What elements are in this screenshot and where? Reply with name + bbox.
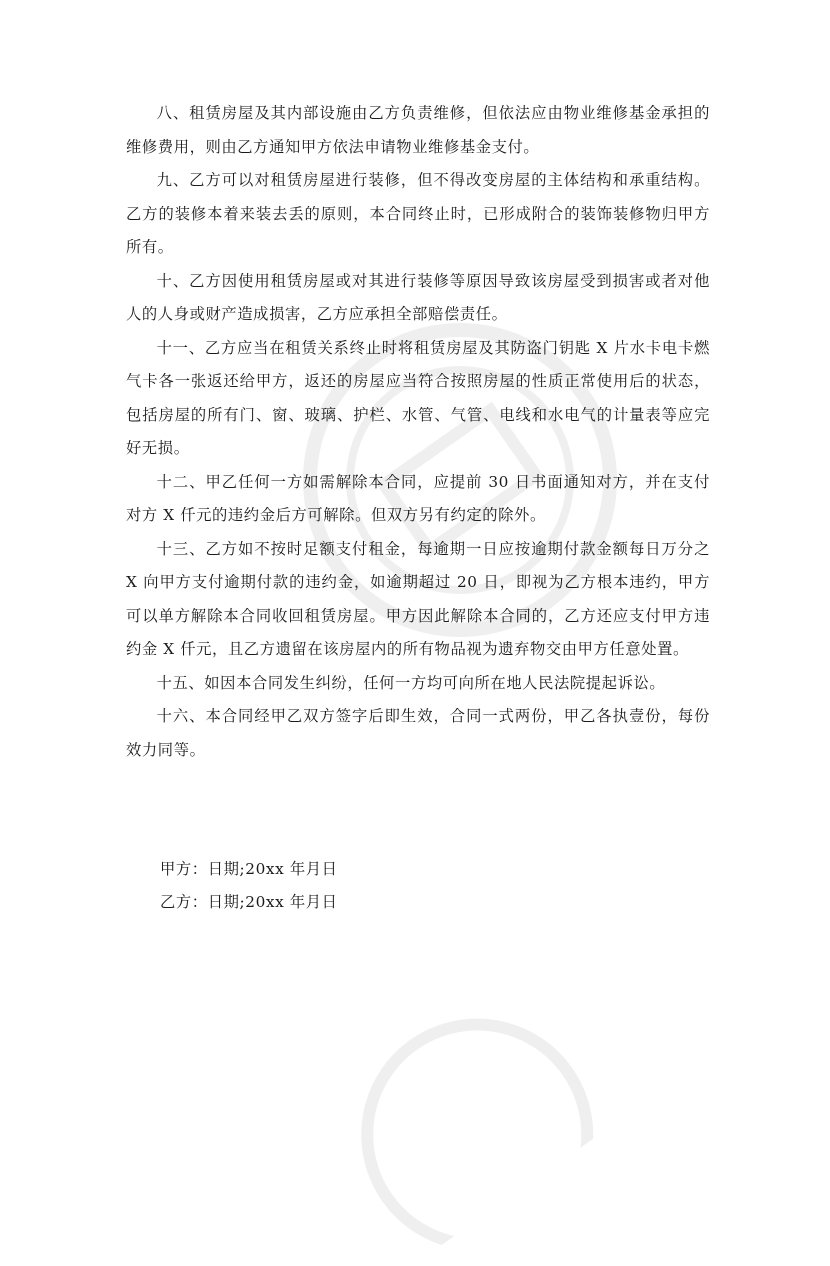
- clause-12: 十二、甲乙任何一方如需解除本合同，应提前 30 日书面通知对方，并在支付对方 X 仟元的违约金后方可解除。但双方另有约定的除外。: [126, 472, 710, 524]
- watermark-fragment-icon: [296, 954, 624, 1266]
- party-b-signature: 乙方：日期;20xx 年月日: [160, 893, 338, 911]
- clause-11: 十一、乙方应当在租赁关系终止时将租赁房屋及其防盗门钥匙 X 片水卡电卡燃气卡各一张返还给甲方，返还的房屋应当符合按照房屋的性质正常使用后的状态，包括房屋的所有门、窗、玻璃、护栏、水管、气管、电线和水电气的计量表等应完好无损。: [126, 338, 710, 457]
- party-a-signature: 甲方：日期;20xx 年月日: [160, 860, 338, 878]
- clause-8: 八、租赁房屋及其内部设施由乙方负责维修，但依法应由物业维修基金承担的维修费用，则由乙方通知甲方依法申请物业维修基金支付。: [126, 104, 710, 156]
- clause-15: 十五、如因本合同发生纠纷，任何一方均可向所在地人民法院提起诉讼。: [156, 673, 666, 692]
- clause-9: 九、乙方可以对租赁房屋进行装修，但不得改变房屋的主体结构和承重结构。乙方的装修本着来装去丢的原则，本合同终止时，已形成附合的装饰装修物归甲方所有。: [126, 171, 710, 256]
- clause-13: 十三、乙方如不按时足额支付租金，每逾期一日应按逾期付款金额每日万分之 X 向甲方支付逾期付款的违约金，如逾期超过 20 日，即视为乙方根本违约，甲方可以单方解除本合同收回租赁房屋。甲方因此解除本合同的，乙方还应支付甲方违约金 X 仟元，且乙方遗留在该房屋内的所有物品视为遗弃物交由甲方任意处置。: [126, 539, 710, 658]
- clause-10: 十、乙方因使用租赁房屋或对其进行装修等原因导致该房屋受到损害或者对他人的人身或财产造成损害，乙方应承担全部赔偿责任。: [126, 271, 710, 323]
- clause-16: 十六、本合同经甲乙双方签字后即生效，合同一式两份，甲乙各执壹份，每份效力同等。: [126, 707, 710, 759]
- contract-clauses: [126, 97, 710, 767]
